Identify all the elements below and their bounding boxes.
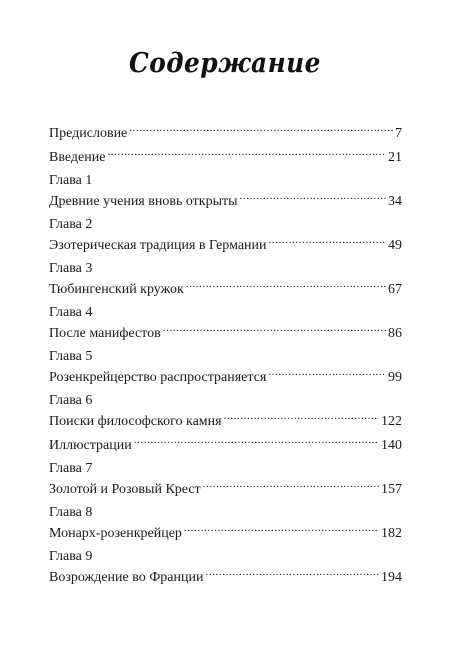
page-number: 99 (388, 370, 402, 385)
table-of-contents (49, 123, 402, 591)
toc-row (49, 323, 402, 343)
entry-title: Иллюстрации (49, 438, 132, 453)
toc-row (49, 523, 402, 543)
toc-entry[interactable] (49, 391, 402, 431)
page-number: 34 (388, 194, 402, 209)
entry-title: После манифестов (49, 326, 161, 341)
dot-leader (206, 567, 380, 581)
toc-entry[interactable] (49, 123, 402, 143)
chapter-label: Глава 1 (49, 173, 93, 188)
dot-leader (268, 367, 386, 381)
dot-leader (186, 279, 386, 293)
dot-leader (203, 479, 379, 493)
dot-leader (163, 323, 386, 337)
toc-entry[interactable] (49, 503, 402, 543)
chapter-label: Глава 4 (49, 305, 93, 320)
toc-entry[interactable] (49, 459, 402, 499)
page-number: 49 (388, 238, 402, 253)
chapter-label: Глава 9 (49, 549, 93, 564)
toc-row (49, 235, 402, 255)
toc-row (49, 123, 402, 143)
dot-leader (240, 191, 386, 205)
toc-row (49, 147, 402, 167)
toc-row (49, 411, 402, 431)
toc-row (49, 191, 402, 211)
toc-row (49, 367, 402, 387)
dot-leader (224, 411, 379, 425)
chapter-label: Глава 3 (49, 261, 93, 276)
toc-entry[interactable] (49, 259, 402, 299)
toc-row (49, 435, 402, 455)
dot-leader (107, 147, 386, 161)
page-number: 21 (388, 150, 402, 165)
chapter-label: Глава 5 (49, 349, 93, 364)
toc-entry[interactable] (49, 435, 402, 455)
page-title: Содержание (129, 48, 321, 79)
entry-title: Предисловие (49, 126, 128, 141)
toc-row (49, 567, 402, 587)
toc-entry[interactable] (49, 303, 402, 343)
entry-title: Эзотерическая традиция в Германии (49, 238, 267, 253)
toc-entry[interactable] (49, 171, 402, 211)
dot-leader (269, 235, 386, 249)
page-number: 157 (381, 482, 402, 497)
toc-entry[interactable] (49, 347, 402, 387)
entry-title: Поиски философского камня (49, 414, 222, 429)
dot-leader (184, 523, 379, 537)
entry-title: Введение (49, 150, 106, 165)
chapter-label: Глава 8 (49, 505, 93, 520)
entry-title: Древние учения вновь открыты (49, 194, 238, 209)
entry-title: Золотой и Розовый Крест (49, 482, 201, 497)
page-number: 86 (388, 326, 402, 341)
chapter-label: Глава 2 (49, 217, 93, 232)
toc-entry[interactable] (49, 547, 402, 587)
dot-leader (134, 435, 379, 449)
page-number: 122 (381, 414, 402, 429)
page-number: 67 (388, 282, 402, 297)
entry-title: Тюбингенский кружок (49, 282, 184, 297)
toc-row (49, 279, 402, 299)
entry-title: Возрождение во Франции (49, 570, 204, 585)
toc-entry[interactable] (49, 147, 402, 167)
page-number: 194 (381, 570, 402, 585)
toc-entry[interactable] (49, 215, 402, 255)
page-number: 182 (381, 526, 402, 541)
page-number: 140 (381, 438, 402, 453)
toc-row (49, 479, 402, 499)
dot-leader (129, 123, 393, 137)
page-number: 7 (395, 126, 402, 141)
entry-title: Розенкрейцерство распространяется (49, 370, 267, 385)
chapter-label: Глава 6 (49, 393, 93, 408)
entry-title: Монарх-розенкрейцер (49, 526, 182, 541)
chapter-label: Глава 7 (49, 461, 93, 476)
